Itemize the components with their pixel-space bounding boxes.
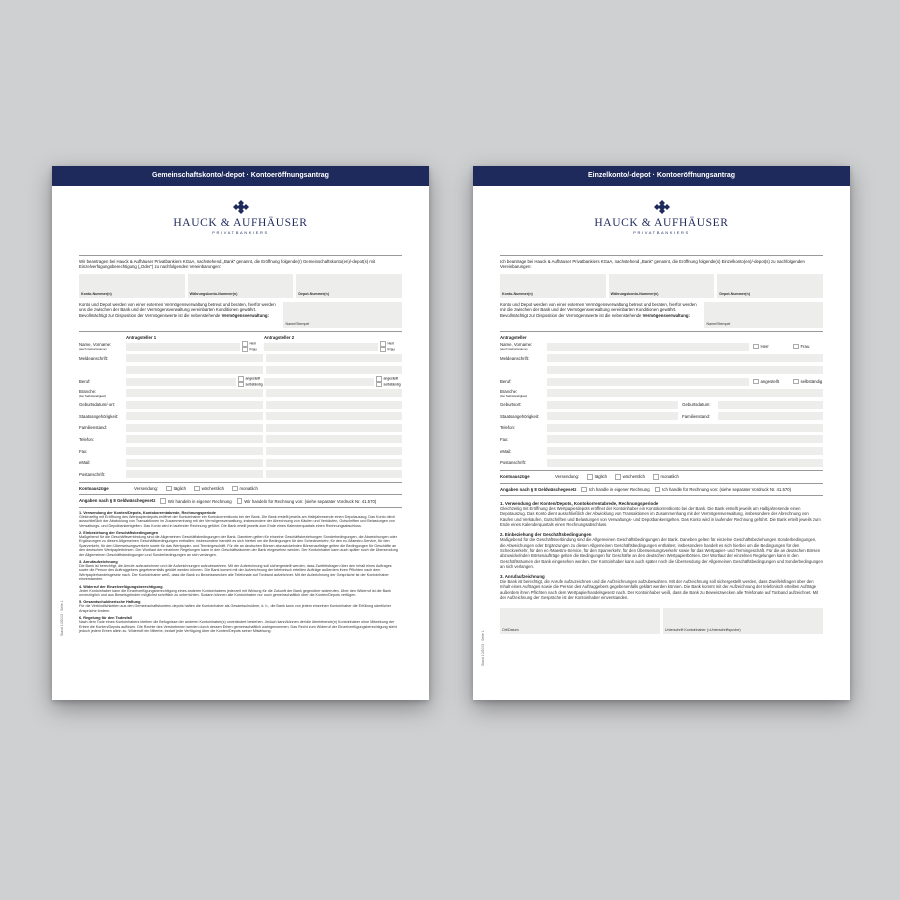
field-label: Geburtsdatum/-ort: bbox=[79, 402, 116, 408]
applicant-1-input[interactable] bbox=[126, 459, 263, 467]
own-account-checkbox[interactable] bbox=[160, 498, 166, 504]
asset-manager-stamp-field[interactable] bbox=[283, 302, 402, 328]
weekly-option[interactable] bbox=[615, 474, 645, 480]
frau-label: Frau bbox=[249, 347, 257, 352]
selfemployed-checkbox[interactable] bbox=[376, 382, 382, 388]
name-label bbox=[79, 342, 126, 351]
field-caption: Name/Stempel bbox=[285, 321, 310, 326]
section-title: 1. Verwendung der Konten/Depots, Kontokorrentabrede, Rechnungsperiode bbox=[79, 510, 216, 515]
monthly-label: monatlich bbox=[239, 486, 258, 491]
birthdate-input[interactable] bbox=[718, 401, 823, 409]
applicant-2-branch-input[interactable] bbox=[266, 389, 403, 397]
address-label: Meldeanschrift: bbox=[500, 355, 530, 361]
section-title: 1. Verwendung der Konten/Depots, Kontokorrentabrede, Rechnungsperiode bbox=[500, 501, 659, 507]
personal-field-row bbox=[79, 447, 402, 456]
account-numbers-row bbox=[500, 274, 823, 298]
job-label: Beruf: bbox=[79, 379, 91, 384]
field-label: Telefon: bbox=[500, 425, 516, 431]
own-account-label: Wir handeln in eigener Rechnung bbox=[167, 498, 232, 504]
divider bbox=[79, 494, 402, 495]
name-label-sub: (auch Geburtsname) bbox=[500, 347, 528, 352]
currency-account-field[interactable] bbox=[188, 274, 294, 298]
depot-number-field[interactable] bbox=[296, 274, 402, 298]
weekly-checkbox[interactable] bbox=[615, 474, 621, 480]
intro-text: Ich beantrage bei Hauck & Aufhäuser Privatbankiers KGaA, nachstehend „Bank“ genannt, die Eröffnung folgende(s) Einzelkonto(en)/-depot(s) zu nachfolgenden Vereinbarungen: bbox=[500, 259, 805, 270]
divider bbox=[500, 470, 823, 471]
divider bbox=[79, 507, 402, 508]
branch-row bbox=[79, 389, 402, 398]
form-version-print: Stand 10/2003 · Seite 1 bbox=[60, 600, 64, 636]
frau-checkbox[interactable] bbox=[380, 347, 386, 353]
branch-label-text: Branche: bbox=[79, 388, 97, 394]
selfemployed-checkbox[interactable] bbox=[793, 379, 799, 385]
signature-field[interactable] bbox=[663, 608, 823, 634]
applicant-job-input[interactable] bbox=[547, 378, 749, 386]
own-account-option[interactable] bbox=[160, 498, 231, 504]
personal-field-row bbox=[79, 412, 402, 421]
herr-label: Herr bbox=[760, 344, 769, 350]
account-number-field[interactable] bbox=[79, 274, 185, 298]
divider bbox=[500, 255, 823, 256]
form-content bbox=[500, 252, 823, 634]
weekly-option[interactable] bbox=[194, 486, 224, 492]
applicant-2-input[interactable] bbox=[266, 459, 403, 467]
section-body: Maßgebend für die Geschäftsverbindung sind die Allgemeinen Geschäftsbedingungen der Bank. Daneben gelten für einzelne Geschäftsbeziehungen Sonderbedingungen, die Abweichungen oder Ergänzungen zu diesen Allgemeinen Geschäftsbedingungen enthalten; insbesondere handelt es sich hierbei um die Bedingungen für den Scheckverkehr, für den ec-/Maestro-Service, für den Sparverkehr, für den Überweisungsverkehr sowie für das Wertpapier- und Termingeschäft. Für die an deutschen Börsen abzuwickelnden Börsenaufträge gelten die Bedingungen für Geschäfte an den deutschen Wertpapierbörsen. Der Wortlaut der einzelnen Regelungen kann in den Geschäftsräumen der Bank eingesehen werden. Der Kontoinhaber kann auch später noch die Übersendung der Allgemeinen Geschäftsbedingungen und Sonderbedingungen an sich verlangen. bbox=[79, 534, 398, 557]
asset-manager-text bbox=[79, 302, 280, 328]
field-caption: Währungskonto-Nummer(n) bbox=[610, 291, 659, 296]
applicant-2-input[interactable] bbox=[266, 435, 403, 443]
divider bbox=[79, 255, 402, 256]
field-label: Postanschrift: bbox=[79, 471, 106, 477]
statement-row bbox=[500, 474, 823, 480]
name-label-sub: (auch Geburtsname) bbox=[79, 347, 107, 352]
employed-option[interactable] bbox=[753, 379, 793, 385]
herr-label: Herr bbox=[249, 341, 257, 346]
third-party-option[interactable] bbox=[655, 487, 791, 493]
birthplace-input[interactable] bbox=[547, 401, 678, 409]
form-header-bar bbox=[52, 166, 429, 186]
branch-label-sub: (bei Selbständigkeit) bbox=[79, 393, 107, 398]
section-body: Nach dem Tode eines Kontoinhabers bleiben die Befugnisse der anderen Kontoinhaber(s) unverändert bestehen. Jedoch kann/können der/die überlebende(n) Kontoinhaber ohne Mitwirkung der Erben die Konten/Depots auflösen. Die Rechte des Verstorbenen werden durch dessen Erben gemeinschaftlich wahrgenommen. Das Recht zum Widerruf der Einzelverfügungsberechtigung steht jedoch jedem Erben allein zu. Widerruft ein Miterbe, bedarf jede Verfügung über die Konten/Depots seiner Mitwirkung. bbox=[79, 620, 397, 634]
section-title: 3. Anrufaufzeichnung bbox=[79, 560, 118, 564]
personal-field-row bbox=[79, 400, 402, 409]
personal-field-row bbox=[79, 470, 402, 479]
monthly-checkbox[interactable] bbox=[653, 474, 659, 480]
third-party-checkbox[interactable] bbox=[655, 487, 661, 493]
address-row bbox=[79, 354, 402, 363]
job-row bbox=[79, 377, 402, 386]
job-label: Beruf: bbox=[500, 379, 512, 384]
asset-manager-text bbox=[500, 302, 701, 328]
section-body: Die Bank ist berechtigt, die Anrufe aufzuzeichnen und die Aufzeichnungen aufzubewahren. Mit der Aufzeichnung soll sichergestellt werden, dass Zweifelsfragen über den Inhalt eines Auftrages sowie die Person des Auftraggebers gegebenenfalls geklärt werden können. Die Bank kommt mit der Aufzeichnung der telefonisch erteilten Aufträge außerdem ihren Pflichten nach dem Wertpapierhandelsgesetz nach. Der Kontoinhaber weiß, dass die Bank zu Beweiszwecken alle Telefonate auf Tonband aufzeichnet. Mit der Aufzeichnung der Gespräche ist der Kontoinhaber einverstanden. bbox=[79, 564, 392, 582]
field-label: Telefon: bbox=[79, 436, 95, 442]
selfemployed-label: selbständig bbox=[383, 382, 401, 387]
statement-label: Kontoauszüge bbox=[500, 474, 530, 480]
name-row bbox=[79, 342, 402, 351]
frau-label: Frau bbox=[387, 347, 395, 352]
field-caption: Währungskonto-Nummer(n) bbox=[189, 291, 238, 296]
applicant-1-employment bbox=[238, 376, 264, 387]
applicant-1-name-input[interactable] bbox=[126, 343, 240, 351]
form-content bbox=[79, 252, 402, 633]
branch-label-text: Branche: bbox=[500, 388, 518, 394]
selfemployed-label: selbständig bbox=[245, 382, 263, 387]
form-version-print: Stand 10/2003 · Seite 1 bbox=[481, 630, 485, 666]
bank-name: HAUCK & AUFHÄUSER bbox=[594, 217, 729, 229]
applicant-input[interactable] bbox=[547, 424, 823, 432]
daily-label: täglich bbox=[594, 474, 608, 480]
applicant-2-input[interactable] bbox=[266, 424, 403, 432]
currency-account-field[interactable] bbox=[609, 274, 715, 298]
name-label bbox=[500, 342, 547, 351]
section-title: 4. Widerruf der Einzelverfügungsberechtigung bbox=[79, 584, 163, 589]
birthdate-label: Geburtsdatum: bbox=[682, 402, 711, 408]
nationality-row bbox=[500, 412, 823, 421]
address-row bbox=[500, 354, 823, 363]
field-label: Postanschrift: bbox=[500, 460, 527, 466]
section-title: 6. Regelung für den Todesfall bbox=[79, 616, 132, 621]
terms-sections bbox=[79, 511, 402, 634]
applicant-2-employment bbox=[376, 376, 402, 387]
selfemployed-label: selbständig bbox=[800, 379, 823, 384]
branch-label-sub: (bei Selbständigkeit) bbox=[500, 393, 528, 398]
asset-manager-desc: Konto und Depot werden von einer externen Vermögensverwaltung betreut und beraten, hierfür werden uns die zwischen der Bank und der Vermögensverwaltung vereinbarten Konditionen gewährt. Bevollmächtigt zur Disposition der Vermögenswerte ist die nebenstehende bbox=[79, 301, 276, 318]
field-caption: Unterschrift Kontoinhaber (=Unterschriftsprobe) bbox=[665, 628, 741, 633]
asset-manager-stamp-field[interactable] bbox=[704, 302, 823, 328]
applicant-1-heading: Antragsteller 1 bbox=[126, 334, 157, 340]
divider bbox=[79, 482, 402, 483]
applicant-1-input[interactable] bbox=[126, 470, 263, 478]
name-row bbox=[500, 342, 823, 351]
weekly-checkbox[interactable] bbox=[194, 486, 200, 492]
applicant-input[interactable] bbox=[547, 447, 823, 455]
section-body: Jeder Kontoinhaber kann die Einzelverfügungsberechtigung eines anderen Kontoinhabers jederzeit mit Wirkung für die Zukunft der Bank gegenüber widerrufen. Über den Widerruf ist die Bank unverzüglich und aus Beweisgründen möglichst schriftlich zu unterrichten. Sodann können alle Kontoinhaber nur noch gemeinschaftlich über die Konten/Depots verfügen. bbox=[79, 588, 391, 598]
aml-row bbox=[79, 498, 402, 504]
third-party-label: Wir handeln für Rechnung von: (siehe separater Vordruck Nr. 41.570) bbox=[244, 498, 377, 504]
marital-status-input[interactable] bbox=[718, 412, 823, 420]
name-label-text: Name, Vorname: bbox=[500, 342, 533, 348]
contact-field-row bbox=[500, 435, 823, 444]
applicant-1-job-input[interactable] bbox=[126, 378, 236, 386]
applicant-2-input[interactable] bbox=[266, 470, 403, 478]
applicant-2-name-input[interactable] bbox=[264, 343, 378, 351]
diamond-logo-icon bbox=[654, 200, 670, 214]
aml-label: Angaben nach § 8 Geldwäschegesetz bbox=[79, 498, 156, 504]
field-caption: Ort/Datum bbox=[502, 628, 519, 633]
daily-label: täglich bbox=[173, 486, 187, 491]
branch-label bbox=[79, 389, 126, 398]
address-row-2 bbox=[79, 365, 402, 374]
section-body: Gleichzeitig mit Eröffnung des Wertpapierdepots eröffnet der Kontoinhaber ein Kontokorrentkonto bei der Bank. Die Bank erstellt jeweils am Halbjahresende einen Depotauszug. Das Konto dient ausschließlich der Abwicklung von Transaktionen im Zusammenhang mit der Vermögensverwaltung, insbesondere der Abrechnung von Käufen und Verkäufen, Gutschriften und Belastungen von Verwaltungs- und Depotbankentgelten. Das Konto wird in laufender Rechnung geführt. Die Bank erteilt jeweils zum Ende eines Kalenderquartals einen Rechnungsabschluss. bbox=[500, 506, 821, 528]
aml-label: Angaben nach § 8 Geldwäschegesetz bbox=[500, 486, 577, 492]
asset-manager-row bbox=[79, 302, 402, 328]
applicant-2-heading: Antragsteller 2 bbox=[264, 334, 295, 340]
selfemployed-checkbox[interactable] bbox=[238, 382, 244, 388]
form-title: Gemeinschaftskonto/-depot · Kontoeröffnungsantrag bbox=[152, 172, 329, 179]
section-title: 2. Einbeziehung der Geschäftsbedingungen bbox=[500, 532, 592, 538]
applicant-2-input[interactable] bbox=[266, 412, 403, 420]
branch-row bbox=[500, 389, 823, 398]
place-date-field[interactable] bbox=[500, 608, 660, 634]
applicant-name-input[interactable] bbox=[547, 343, 749, 351]
applicant-headers bbox=[79, 335, 402, 340]
dispatch-label: Versendung: bbox=[134, 485, 159, 491]
dispatch-label: Versendung: bbox=[555, 474, 580, 480]
field-label: Staatsangehörigkeit: bbox=[79, 413, 119, 419]
applicant-2-input[interactable] bbox=[266, 401, 403, 409]
intro-text: Wir beantragen bei Hauck & Aufhäuser Privatbankiers KGaA, nachstehend „Bank“ genannt, die Eröffnung folgende(r) Gemeinschaftskonto(en)/-depot(s) mit Einzelverfügungsberechtigung („Oder“) zu nachfolgenden Vereinbarungen: bbox=[79, 259, 376, 270]
third-party-option[interactable] bbox=[237, 498, 377, 504]
field-caption: Konto-Nummer(n) bbox=[502, 291, 533, 296]
section-body: Die Bank ist berechtigt, die Anrufe aufzuzeichnen und die Aufzeichnungen aufzubewahren. Mit der Aufzeichnung soll sichergestellt werden, dass Zweifelsfragen über den Inhalt eines Auftrages sowie die Person des Auftraggebers gegebenenfalls geklärt werden können. Die Bank kommt mit der Aufzeichnung der telefonisch erteilten Aufträge außerdem ihren Pflichten nach dem Wertpapierhandelsgesetz nach. Der Kontoinhaber weiß, dass die Bank zu Beweiszwecken alle Telefonate auf Tonband aufzeichnet. Mit der Aufzeichnung der Gespräche ist der Kontoinhaber einverstanden. bbox=[500, 579, 819, 601]
applicant-1-input[interactable] bbox=[126, 424, 263, 432]
selfemployed-option[interactable] bbox=[793, 379, 823, 385]
applicant-2-input[interactable] bbox=[266, 447, 403, 455]
statement-label: Kontoauszüge bbox=[79, 485, 109, 491]
monthly-checkbox[interactable] bbox=[232, 486, 238, 492]
daily-option[interactable] bbox=[587, 474, 607, 480]
frau-label: Frau bbox=[800, 344, 810, 350]
section-title: 5. Gesamtschuldnerische Haftung bbox=[79, 600, 141, 605]
joint-account-form-page bbox=[52, 166, 429, 700]
aml-row bbox=[500, 487, 823, 493]
daily-checkbox[interactable] bbox=[166, 486, 172, 492]
field-label: Fax: bbox=[79, 448, 88, 454]
field-caption: Depot-Nummer(n) bbox=[298, 291, 329, 296]
section-body: Maßgebend für die Geschäftsverbindung sind die Allgemeinen Geschäftsbedingungen der Bank. Daneben gelten für einzelne Geschäftsbeziehungen Sonderbedingungen, die Abweichungen oder Ergänzungen zu diesen Allgemeinen Geschäftsbedingungen enthalten; insbesondere handelt es sich hierbei um die Bedingungen für den Scheckverkehr, für den ec-/Maestro-Service, für den Sparverkehr, für den Überweisungsverkehr sowie für das Wertpapier- und Termingeschäft. Für die an deutschen Börsen abzuwickelnden Börsenaufträge gelten die Bedingungen für Geschäfte an den deutschen Wertpapierbörsen. Der Wortlaut der einzelnen Regelungen kann in den Geschäftsräumen der Bank eingesehen werden. Der Kontoinhaber kann auch später noch die Übersendung der Allgemeinen Geschäftsbedingungen und Sonderbedingungen an sich verlangen. bbox=[500, 537, 823, 569]
divider bbox=[500, 483, 823, 484]
field-label: Familienstand: bbox=[79, 425, 107, 431]
birth-row bbox=[500, 400, 823, 409]
personal-field-row bbox=[79, 435, 402, 444]
asset-manager-row bbox=[500, 302, 823, 328]
monthly-option[interactable] bbox=[653, 474, 679, 480]
contact-field-row bbox=[500, 447, 823, 456]
account-numbers-row bbox=[79, 274, 402, 298]
field-label: eMail: bbox=[500, 448, 512, 454]
frau-option[interactable] bbox=[793, 344, 823, 350]
diamond-logo-icon bbox=[233, 200, 249, 214]
own-account-checkbox[interactable] bbox=[581, 487, 587, 493]
bank-logo bbox=[52, 200, 429, 235]
applicant-2-salutation bbox=[380, 341, 402, 352]
applicant-1-input[interactable] bbox=[126, 401, 263, 409]
applicant-address-input-2[interactable] bbox=[547, 366, 823, 374]
divider bbox=[500, 495, 823, 496]
frau-checkbox[interactable] bbox=[242, 347, 248, 353]
monthly-option[interactable] bbox=[232, 486, 258, 492]
applicant-1-input[interactable] bbox=[126, 435, 263, 443]
section-body: Für die Verbindlichkeiten aus den Gemeinschaftskonten/-depots haften die Kontoinhaber als Gesamtschuldner, d. h., die Bank kann von jedem einzelnen Kontoinhaber die Erfüllung sämtlicher Ansprüche fordern. bbox=[79, 604, 391, 613]
contact-field-row bbox=[500, 458, 823, 467]
bank-subtitle: PRIVATBANKIERS bbox=[633, 230, 690, 235]
section-body: Gleichzeitig mit Eröffnung des Wertpapierdepots eröffnet der Kontoinhaber ein Kontokorrentkonto bei der Bank. Die Bank erstellt jeweils am Halbjahresende einen Depotauszug. Das Konto dient ausschließlich der Abwicklung von Transaktionen im Zusammenhang mit der Vermögensverwaltung, insbesondere der Abrechnung von Käufen und Verkäufen, Gutschriften und Belastungen von Verwaltungs- und Depotbankentgelten. Das Konto wird in laufender Rechnung geführt. Die Bank erteilt jeweils zum Ende eines Kalenderquartals einen Rechnungsabschluss. bbox=[79, 514, 395, 528]
field-label: eMail: bbox=[79, 460, 91, 466]
applicant-input[interactable] bbox=[547, 459, 823, 467]
name-label-text: Name, Vorname: bbox=[79, 342, 112, 348]
section-title: 2. Einbeziehung der Geschäftsbedingungen bbox=[79, 530, 159, 535]
employed-label: angestellt bbox=[383, 376, 399, 381]
employed-checkbox[interactable] bbox=[753, 379, 759, 385]
herr-label: Herr bbox=[387, 341, 395, 346]
daily-option[interactable] bbox=[166, 486, 186, 492]
bank-subtitle: PRIVATBANKIERS bbox=[212, 230, 269, 235]
third-party-checkbox[interactable] bbox=[237, 498, 243, 504]
personal-fields bbox=[79, 400, 402, 479]
applicant-1-branch-input[interactable] bbox=[126, 389, 263, 397]
own-account-label: Ich handle in eigener Rechnung bbox=[588, 486, 650, 492]
birthplace-label: Geburtsort: bbox=[500, 402, 522, 408]
applicant-2-job-input[interactable] bbox=[264, 378, 374, 386]
applicant-branch-input[interactable] bbox=[547, 389, 823, 397]
form-title: Einzelkonto/-depot · Kontoeröffnungsantrag bbox=[588, 172, 735, 179]
frau-checkbox[interactable] bbox=[793, 344, 799, 350]
job-row bbox=[500, 377, 823, 386]
marital-status-label: Familienstand: bbox=[682, 413, 711, 419]
applicant-input[interactable] bbox=[547, 435, 823, 443]
contact-fields bbox=[500, 423, 823, 467]
daily-checkbox[interactable] bbox=[587, 474, 593, 480]
nationality-label: Staatsangehörigkeit: bbox=[500, 413, 540, 419]
personal-field-row bbox=[79, 423, 402, 432]
own-account-option[interactable] bbox=[581, 487, 649, 493]
weekly-label: wöchentlich bbox=[622, 474, 646, 480]
nationality-input[interactable] bbox=[547, 412, 678, 420]
field-label: Fax: bbox=[500, 436, 509, 442]
herr-checkbox[interactable] bbox=[753, 344, 759, 350]
statement-row bbox=[79, 486, 402, 492]
branch-label bbox=[500, 389, 547, 398]
applicant-1-address-input[interactable] bbox=[126, 354, 263, 362]
monthly-label: monatlich bbox=[660, 474, 679, 480]
applicant-1-salutation bbox=[242, 341, 264, 352]
third-party-label: Ich handle für Rechnung von: (siehe separater Vordruck Nr. 41.570) bbox=[662, 486, 792, 492]
contact-field-row bbox=[500, 423, 823, 432]
asset-manager-label: Vermögensverwaltung: bbox=[221, 312, 269, 318]
terms-sections bbox=[500, 501, 823, 600]
address-row-2 bbox=[500, 365, 823, 374]
section-title: 3. Anrufaufzeichnung bbox=[500, 574, 545, 580]
field-caption: Name/Stempel bbox=[706, 321, 731, 326]
applicant-1-input[interactable] bbox=[126, 412, 263, 420]
divider bbox=[79, 331, 402, 332]
depot-number-field[interactable] bbox=[717, 274, 823, 298]
weekly-label: wöchentlich bbox=[201, 486, 225, 491]
applicant-2-address-input[interactable] bbox=[266, 354, 403, 362]
account-number-field[interactable] bbox=[500, 274, 606, 298]
form-header-bar bbox=[473, 166, 850, 186]
applicant-address-input[interactable] bbox=[547, 354, 823, 362]
address-label: Meldeanschrift: bbox=[79, 355, 109, 361]
applicant-heading: Antragsteller bbox=[500, 334, 527, 340]
signature-row bbox=[500, 608, 823, 634]
applicant-2-address-input-2[interactable] bbox=[266, 366, 403, 374]
asset-manager-label: Vermögensverwaltung: bbox=[642, 312, 690, 318]
field-caption: Depot-Nummer(n) bbox=[719, 291, 750, 296]
herr-option[interactable] bbox=[753, 344, 793, 350]
bank-name: HAUCK & AUFHÄUSER bbox=[173, 217, 308, 229]
bank-logo bbox=[473, 200, 850, 235]
field-caption: Konto-Nummer(n) bbox=[81, 291, 112, 296]
asset-manager-desc: Konto und Depot werden von einer externen Vermögensverwaltung betreut und beraten, hierfür werden mir die zwischen der Bank und der Vermögensverwaltung vereinbarten Konditionen gewährt. Bevollmächtigt zur Disposition der Vermögenswerte ist die nebenstehende bbox=[500, 301, 697, 318]
single-account-form-page bbox=[473, 166, 850, 700]
divider bbox=[500, 331, 823, 332]
applicant-1-input[interactable] bbox=[126, 447, 263, 455]
personal-field-row bbox=[79, 458, 402, 467]
employed-label: angestellt bbox=[760, 379, 779, 384]
applicant-1-address-input-2[interactable] bbox=[126, 366, 263, 374]
employed-label: angestellt bbox=[245, 376, 261, 381]
